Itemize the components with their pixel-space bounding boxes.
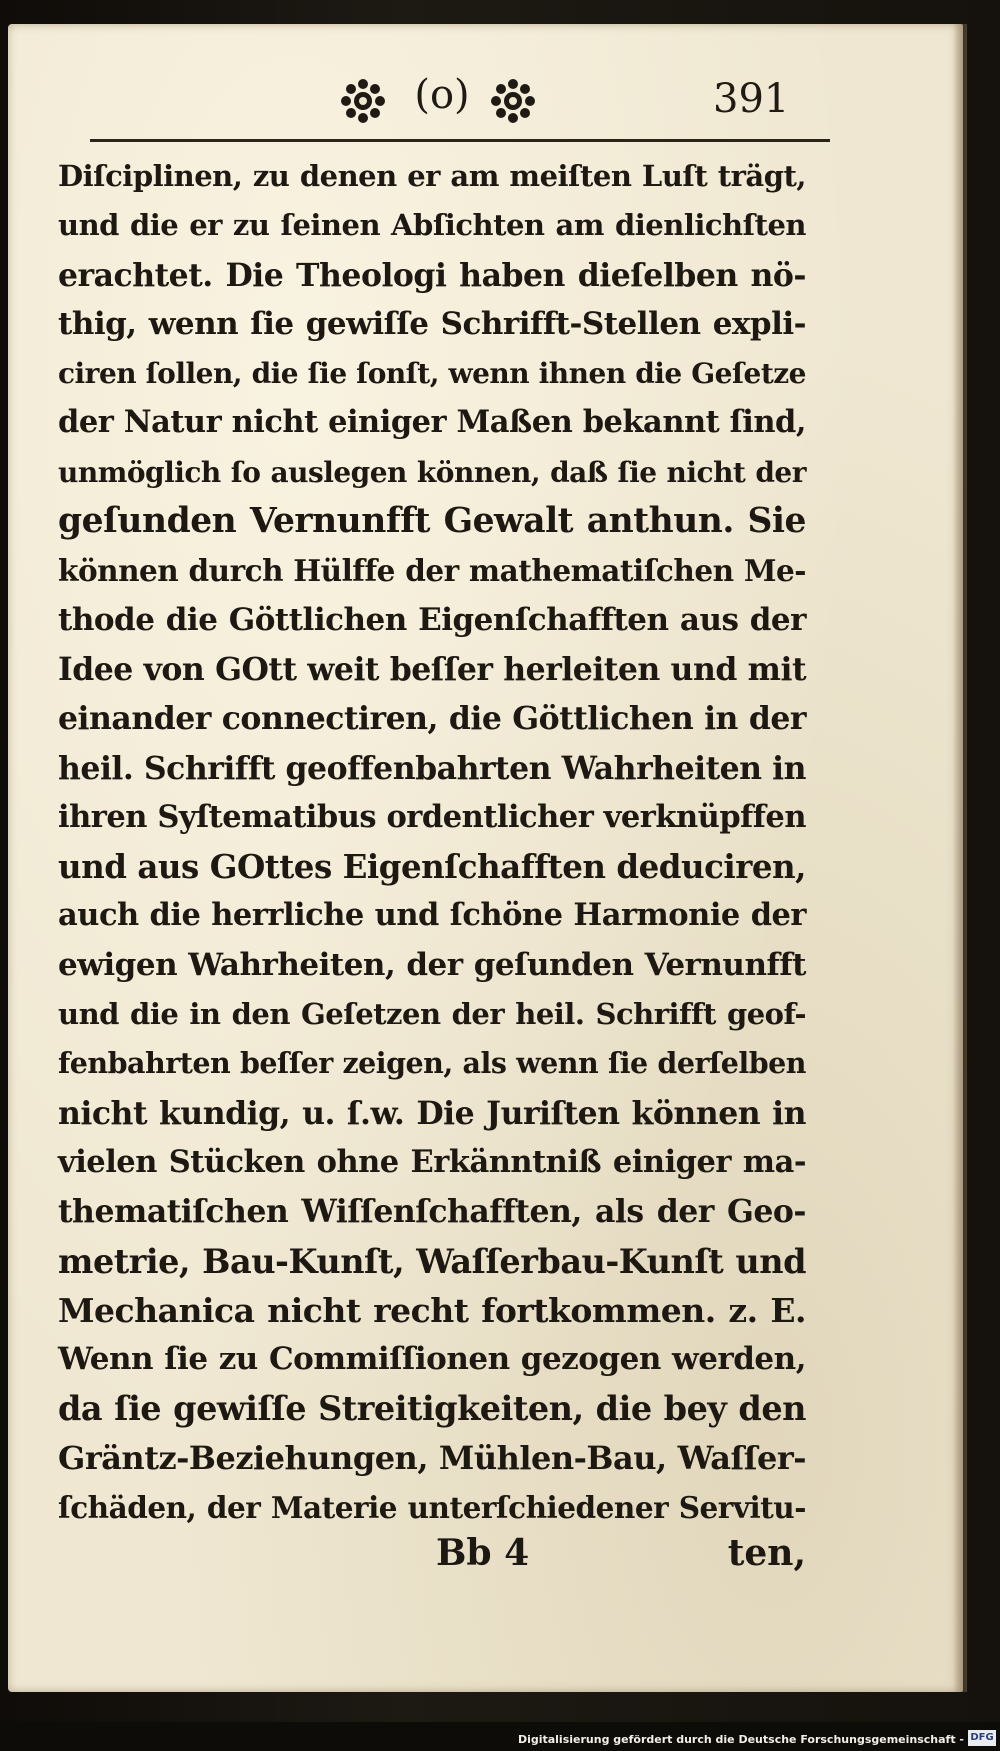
- text-line: unmöglich ſo auslegen können, daß ſie nicht der: [58, 455, 806, 489]
- text-line: einander connectiren, die Göttlichen in der: [58, 700, 806, 738]
- text-line: auch die herrliche und ſchöne Harmonie der: [58, 897, 806, 934]
- text-line: und aus GOttes Eigenſchafften deduciren,: [58, 847, 806, 887]
- page-number: 391: [713, 76, 790, 122]
- text-line: Mechanica nicht recht fortkommen. z. E.: [58, 1290, 806, 1330]
- text-line: ciren ſollen, die ſie ſonſt, wenn ihnen die Geſetze: [58, 357, 806, 391]
- text-line: thode die Göttlichen Eigenſchafften aus der: [58, 601, 806, 638]
- text-line: metrie, Bau-Kunſt, Waſſerbau-Kunſt und: [58, 1241, 806, 1281]
- text-line: erachtet. Die Theologi haben dieſelben nö-: [58, 256, 806, 294]
- text-line: da ſie gewiſſe Streitigkeiten, die bey den: [58, 1389, 806, 1429]
- page-header: [50, 72, 850, 148]
- catchword: ten,: [727, 1532, 806, 1574]
- text-line: geſunden Vernunfft Gewalt anthun. Sie: [58, 501, 806, 542]
- page-footer: [58, 1532, 806, 1582]
- text-line: vielen Stücken ohne Erkänntniß einiger ma-: [58, 1143, 806, 1180]
- text-line: der Natur nicht einiger Maßen bekannt ſind,: [58, 404, 806, 441]
- text-line: nicht kundig, u. ſ.w. Die Juriſten können in: [58, 1094, 806, 1132]
- text-line: können durch Hülffe der mathematiſchen Me-: [58, 553, 806, 589]
- floral-ornament-icon: [340, 78, 386, 124]
- text-line: Gräntz-Beziehungen, Mühlen-Bau, Waſſer-: [58, 1438, 806, 1477]
- floral-ornament-icon: [490, 78, 536, 124]
- text-line: thig, wenn ſie gewiſſe Schrifft-Stellen expli-: [58, 305, 806, 342]
- text-line: ihren Syſtematibus ordentlicher verknüpffen: [58, 798, 806, 835]
- digitization-credit: Digitalisierung gefördert durch die Deutsche Forschungsgemeinschaft -: [517, 1733, 964, 1746]
- text-line: thematiſchen Wiſſenſchafften, als der Geo-: [58, 1193, 806, 1231]
- body-text: [58, 152, 806, 1532]
- header-rule: [90, 139, 830, 142]
- text-line: Wenn ſie zu Commiſſionen gezogen werden,: [58, 1341, 806, 1378]
- header-center-mark: (o): [414, 72, 470, 118]
- signature-mark: Bb 4: [436, 1532, 530, 1574]
- text-line: fenbahrten beſſer zeigen, als wenn ſie derſelben: [58, 1046, 806, 1081]
- dfg-logo: DFG: [968, 1730, 996, 1746]
- page-edge-shadow: [953, 24, 967, 1692]
- text-line: ſchäden, der Materie unterſchiedener Servitu-: [58, 1490, 806, 1526]
- text-line: ewigen Wahrheiten, der geſunden Vernunfft: [58, 946, 806, 983]
- text-line: Diſciplinen, zu denen er am meiſten Luſt trägt,: [58, 159, 806, 193]
- text-line: heil. Schrifft geoffenbahrten Wahrheiten in: [58, 749, 806, 787]
- text-line: und die er zu ſeinen Abſichten am dienlichſten: [58, 208, 806, 243]
- text-line: Idee von GOtt weit beſſer herleiten und mit: [58, 650, 806, 688]
- text-line: und die in den Geſetzen der heil. Schrifft geof-: [58, 997, 806, 1032]
